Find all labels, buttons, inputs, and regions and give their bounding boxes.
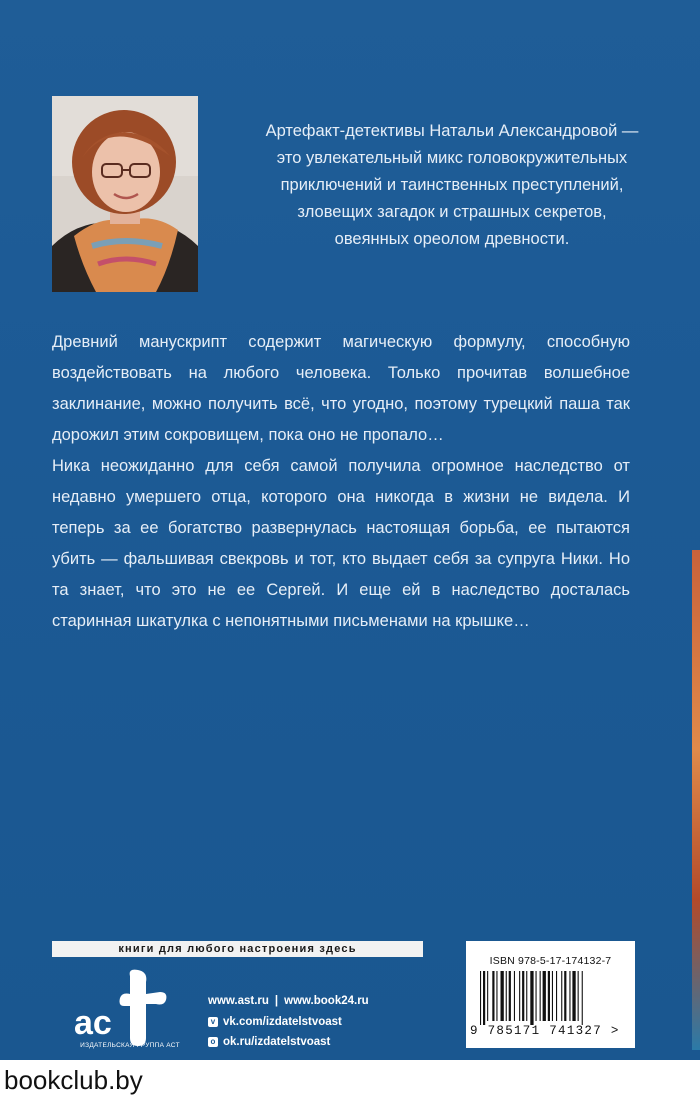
barcode-bar <box>480 971 481 1025</box>
author-blurb <box>232 118 672 253</box>
barcode-bar <box>564 971 566 1021</box>
barcode-bar <box>526 971 527 1021</box>
barcode-bar <box>519 971 520 1021</box>
blurb-line: Артефакт-детективы Натальи Александровой — <box>265 122 639 140</box>
site-link-book24[interactable]: www.book24.ru <box>284 995 369 1007</box>
barcode-bar <box>530 971 533 1025</box>
author-photo <box>52 96 198 292</box>
barcode-bar <box>483 971 485 1025</box>
barcode-bar <box>569 971 570 1021</box>
barcode-panel <box>466 941 635 1048</box>
barcode-bar <box>540 971 541 1021</box>
barcode-digits: 9 785171 741327 > <box>470 1024 620 1038</box>
blurb-line: овеянных ореолом древности. <box>334 230 570 248</box>
blurb-line: приключений и таинственных преступлений, <box>280 176 624 194</box>
barcode-bar <box>578 971 579 1021</box>
slogan-banner: книги для любого настроения здесь <box>52 941 423 957</box>
barcode-bar <box>492 971 494 1021</box>
barcode-bars <box>480 971 620 1025</box>
barcode-bar <box>572 971 575 1021</box>
barcode-bar <box>561 971 562 1021</box>
publisher-links <box>208 990 369 1052</box>
ok-icon: o <box>208 1037 218 1047</box>
annotation-paragraph: Ника неожиданно для себя самой получила огромное наследство от недавно умершего отца, которого она никогда в жизни не видела. И теперь за ее богатство развернулась настоящая борьба, ее пытаются убить — фальшивая свекровь и тот, кто выдает себя за супруга Ники. Но та знает, что это не ее Сергей. И еще ей в наследство досталась старинная шкатулка с непонятными письменами на крышке… <box>52 457 630 630</box>
barcode-bar <box>582 971 583 1025</box>
annotation-paragraph: Древний манускрипт содержит магическую формулу, способную воздействовать на любого человека. Только прочитав волшебное заклинание, можно получить всё, что угодно, поэтому турецкий паша так дорожил этим сокровищем, пока оно не пропало… <box>52 333 630 444</box>
barcode-bar <box>501 971 504 1021</box>
barcode-bar <box>487 971 488 1021</box>
book-annotation <box>52 327 630 637</box>
ok-link-row[interactable] <box>208 1032 369 1052</box>
barcode-bar <box>509 971 511 1021</box>
vk-icon: v <box>208 1017 218 1027</box>
barcode-bar <box>556 971 557 1021</box>
barcode-bar <box>506 971 507 1021</box>
publisher-caption: ИЗДАТЕЛЬСКАЯ ГРУППА АСТ <box>80 1042 180 1049</box>
watermark: bookclub.by <box>4 1065 143 1095</box>
link-separator: | <box>274 995 279 1007</box>
vk-link-row[interactable] <box>208 1012 369 1032</box>
vk-link[interactable]: vk.com/izdatelstvoast <box>223 1016 342 1028</box>
blurb-line: зловещих загадок и страшных секретов, <box>297 203 607 221</box>
site-link-ast[interactable]: www.ast.ru <box>208 995 269 1007</box>
ok-link[interactable]: ok.ru/izdatelstvoast <box>223 1036 331 1048</box>
barcode-bar <box>522 971 524 1021</box>
blurb-line: это увлекательный микс головокружительных <box>276 149 628 167</box>
barcode-bar <box>543 971 546 1021</box>
barcode-bar <box>548 971 550 1021</box>
logo-mark-text: ac <box>74 1004 112 1042</box>
barcode-bar <box>496 971 497 1021</box>
front-cover-edge <box>692 550 700 1050</box>
ast-logo <box>68 968 188 1050</box>
barcode-bar <box>552 971 553 1021</box>
isbn-number: ISBN 978-5-17-174132-7 <box>489 955 612 967</box>
barcode-bar <box>514 971 515 1021</box>
barcode-bar <box>536 971 537 1021</box>
